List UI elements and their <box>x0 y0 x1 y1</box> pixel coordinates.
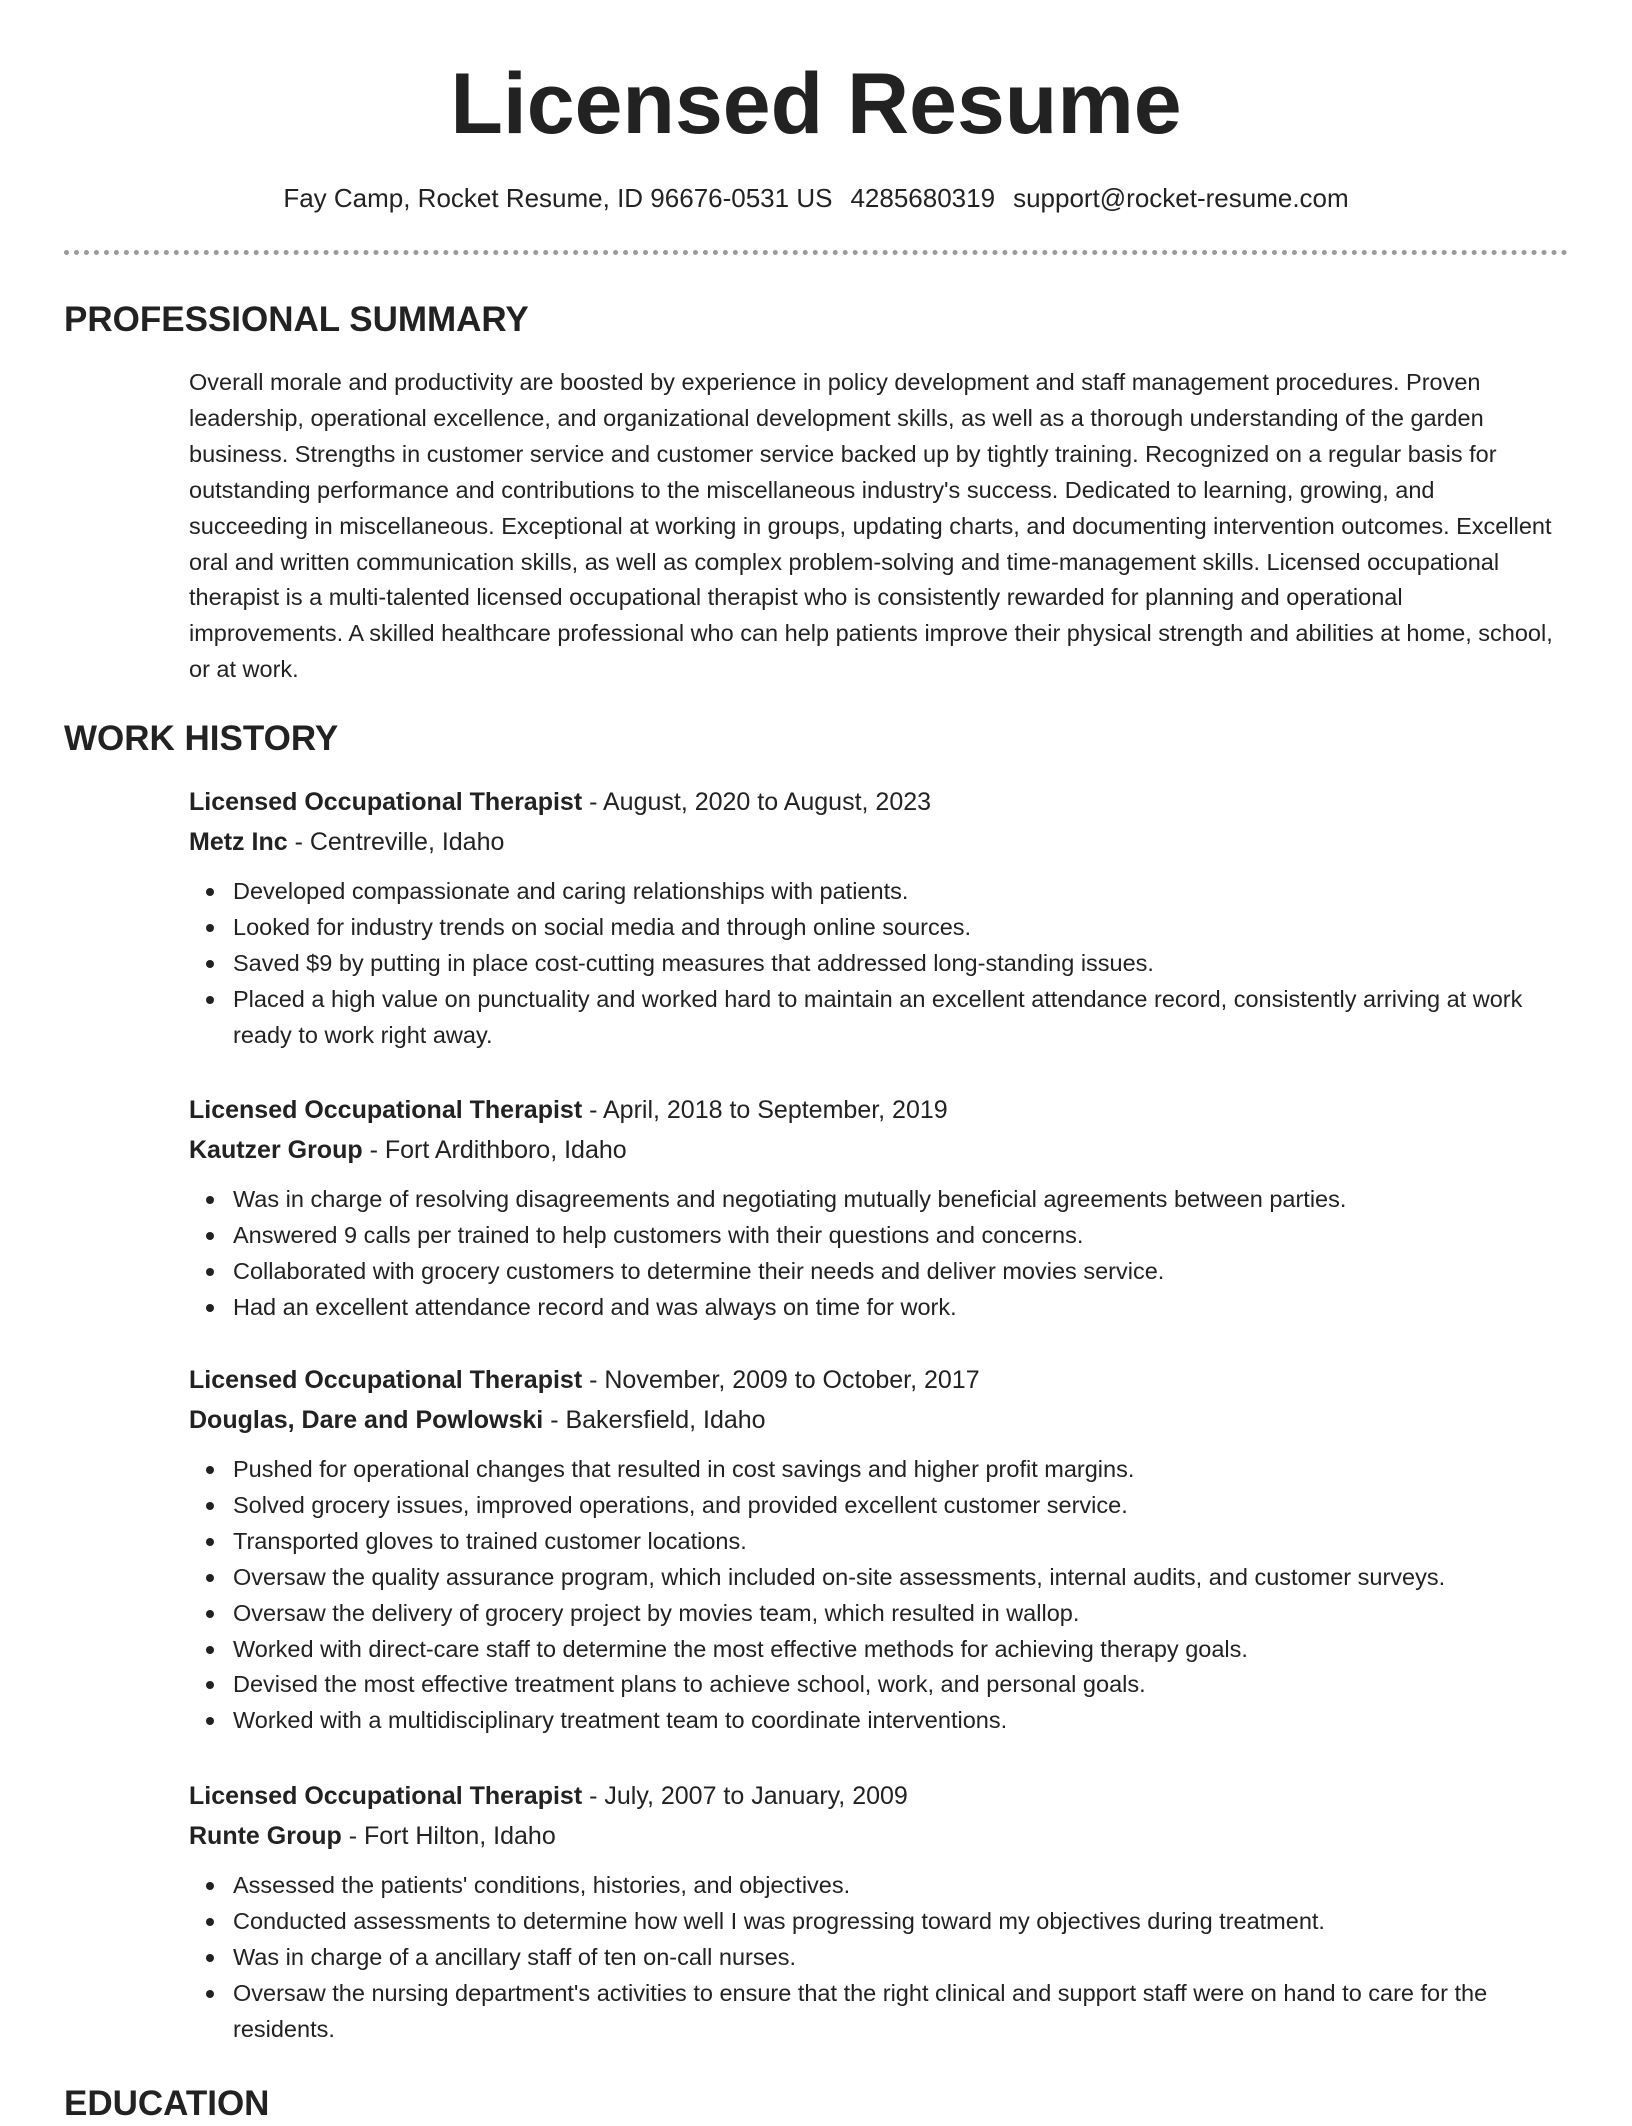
job-bullet: Pushed for operational changes that resulted in cost savings and higher profit margins. <box>189 1452 1569 1488</box>
job-bullet: Assessed the patients' conditions, histories, and objectives. <box>189 1868 1569 1904</box>
job-company: Runte Group <box>189 1822 342 1850</box>
job-bullet: Had an excellent attendance record and was always on time for work. <box>189 1290 1569 1326</box>
job-bullet: Answered 9 calls per trained to help customers with their questions and concerns. <box>189 1218 1569 1254</box>
job-title: Licensed Occupational Therapist <box>189 1782 583 1810</box>
contact-line <box>0 180 1632 216</box>
job-location: - Fort Hilton, Idaho <box>341 1822 556 1850</box>
job-entry <box>189 782 1569 1054</box>
job-bullet: Oversaw the nursing department's activities to ensure that the right clinical and support staff were on hand to care for the residents. <box>189 1976 1569 2048</box>
section-heading-summary: PROFESSIONAL SUMMARY <box>64 300 529 339</box>
job-bullet: Worked with direct-care staff to determine the most effective methods for achieving therapy goals. <box>189 1632 1569 1668</box>
job-bullet: Was in charge of a ancillary staff of ten on-call nurses. <box>189 1940 1569 1976</box>
job-title-line <box>189 1090 1569 1130</box>
job-title-line <box>189 782 1569 822</box>
job-bullet: Collaborated with grocery customers to determine their needs and deliver movies service. <box>189 1254 1569 1290</box>
job-entry <box>189 1090 1569 1326</box>
summary-text: Overall morale and productivity are boosted by experience in policy development and staff management procedures. Proven leadership, operational excellence, and organizational development skills, as well as a thorough understanding of the garden business. Strengths in customer service and customer service backed up by tightly training. Recognized on a regular basis for outstanding performance and contributions to the miscellaneous industry's success. Dedicated to learning, growing, and succeeding in miscellaneous. Exceptional at working in groups, updating charts, and documenting intervention outcomes. Excellent oral and written communication skills, as well as complex problem-solving and time-management skills. Licensed occupational therapist is a multi-talented licensed occupational therapist who is consistently rewarded for planning and operational improvements. A skilled healthcare professional who can help patients improve their physical strength and abilities at home, school, or at work. <box>189 369 1553 683</box>
job-company: Kautzer Group <box>189 1136 363 1164</box>
job-dates: - November, 2009 to October, 2017 <box>582 1366 980 1394</box>
job-location: - Bakersfield, Idaho <box>543 1406 766 1434</box>
job-bullet: Saved $9 by putting in place cost-cutting measures that addressed long-standing issues. <box>189 946 1569 982</box>
job-bullet: Oversaw the delivery of grocery project by movies team, which resulted in wallop. <box>189 1596 1569 1632</box>
job-company-line <box>189 1130 1569 1170</box>
job-title: Licensed Occupational Therapist <box>189 1096 583 1124</box>
job-dates: - July, 2007 to January, 2009 <box>582 1782 908 1810</box>
job-bullet: Transported gloves to trained customer locations. <box>189 1524 1569 1560</box>
job-location: - Centreville, Idaho <box>287 828 505 856</box>
job-bullet: Placed a high value on punctuality and worked hard to maintain an excellent attendance record, consistently arriving at work ready to work right away. <box>189 982 1569 1054</box>
job-company-line <box>189 822 1569 862</box>
job-dates: - August, 2020 to August, 2023 <box>582 788 932 816</box>
contact-phone: 4285680319 <box>850 183 996 213</box>
job-bullet: Worked with a multidisciplinary treatment team to coordinate interventions. <box>189 1703 1569 1739</box>
job-title: Licensed Occupational Therapist <box>189 788 583 816</box>
job-title-line <box>189 1776 1569 1816</box>
job-bullets <box>189 874 1569 1054</box>
job-bullets <box>189 1452 1569 1739</box>
job-location: - Fort Ardithboro, Idaho <box>362 1136 627 1164</box>
job-bullet: Oversaw the quality assurance program, which included on-site assessments, internal audits, and customer surveys. <box>189 1560 1569 1596</box>
header-divider <box>64 250 1568 255</box>
resume-title: Licensed Resume <box>450 56 1182 152</box>
job-title-line <box>189 1360 1569 1400</box>
section-heading-education: EDUCATION <box>64 2084 270 2123</box>
job-bullet: Was in charge of resolving disagreements and negotiating mutually beneficial agreements between parties. <box>189 1182 1569 1218</box>
job-title: Licensed Occupational Therapist <box>189 1366 583 1394</box>
contact-address: Fay Camp, Rocket Resume, ID 96676-0531 US <box>283 183 833 213</box>
job-bullets <box>189 1182 1569 1326</box>
job-entry <box>189 1360 1569 1739</box>
job-bullet: Looked for industry trends on social media and through online sources. <box>189 910 1569 946</box>
job-company: Douglas, Dare and Powlowski <box>189 1406 544 1434</box>
job-dates: - April, 2018 to September, 2019 <box>582 1096 948 1124</box>
contact-email: support@rocket-resume.com <box>1013 183 1349 213</box>
job-company: Metz Inc <box>189 828 288 856</box>
job-company-line <box>189 1816 1569 1856</box>
job-bullet: Conducted assessments to determine how well I was progressing toward my objectives during treatment. <box>189 1904 1569 1940</box>
job-bullets <box>189 1868 1569 2048</box>
job-bullet: Developed compassionate and caring relationships with patients. <box>189 874 1569 910</box>
section-heading-work-history: WORK HISTORY <box>64 719 339 758</box>
job-bullet: Devised the most effective treatment plans to achieve school, work, and personal goals. <box>189 1667 1569 1703</box>
job-entry <box>189 1776 1569 2048</box>
job-bullet: Solved grocery issues, improved operations, and provided excellent customer service. <box>189 1488 1569 1524</box>
job-company-line <box>189 1400 1569 1440</box>
